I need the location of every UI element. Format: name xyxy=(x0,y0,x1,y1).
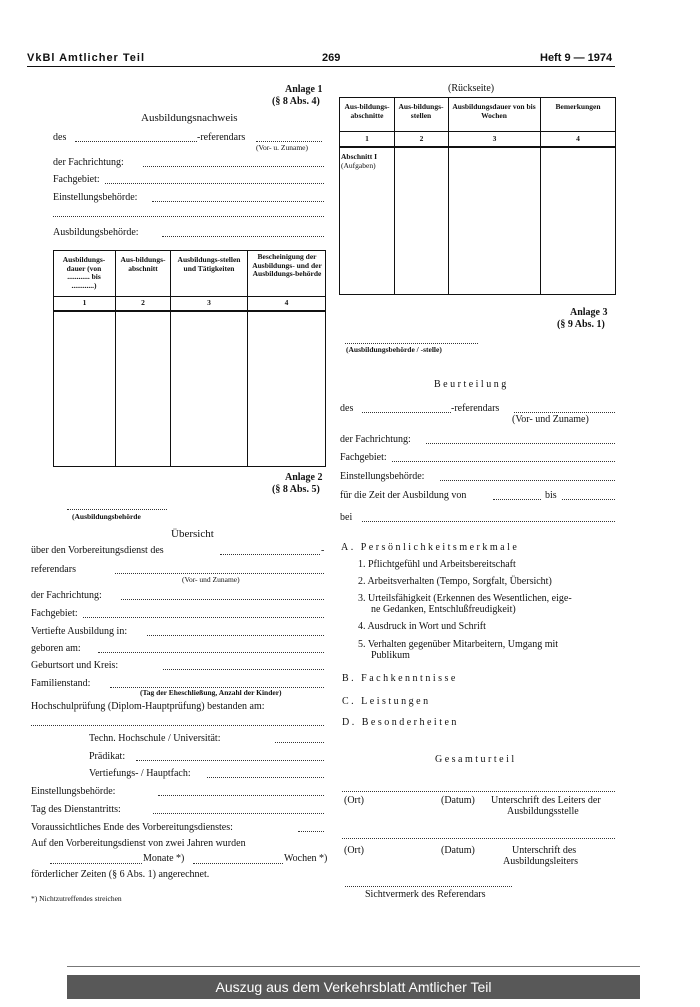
back-section-sub: (Aufgaben) xyxy=(341,161,376,170)
back-col-stellen: Aus-bildungs-stellen xyxy=(398,102,444,120)
anlage1-label: Anlage 1 xyxy=(285,84,323,95)
a1-field-fachgebiet: Fachgebiet: xyxy=(53,174,100,185)
a3-des: des xyxy=(340,403,354,414)
a1-field-ausbildung: Ausbildungsbehörde: xyxy=(53,227,139,238)
anlage3-ref: (§ 9 Abs. 1) xyxy=(557,319,605,330)
a3-field-fachgebiet: Fachgebiet: xyxy=(340,452,387,463)
a2-footnote: *) Nichtzutreffendes streichen xyxy=(31,894,122,903)
a3-section-b: B. Fachkenntnisse xyxy=(342,673,458,684)
running-head: VkBl Amtlicher Teil xyxy=(27,52,146,64)
a3-sig1a: Unterschrift des Leiters der xyxy=(491,795,601,806)
a2-credit1: Auf den Vorbereitungsdienst von zwei Jahren wurden xyxy=(31,838,246,849)
a1-num-2: 2 xyxy=(141,298,145,307)
a1-col-abschnitt: Aus-bildungs-abschnitt xyxy=(120,255,166,273)
a1-col-dauer: Ausbildungs-dauer (von ............ bis ............) xyxy=(62,255,106,290)
a2-field-familienstand: Familienstand: xyxy=(31,678,91,689)
a3-section-c: C. Leistungen xyxy=(342,696,431,707)
a3-overall: Gesamturteil xyxy=(435,754,517,765)
a2-line2: referendars xyxy=(31,564,76,575)
anlage2-label: Anlage 2 xyxy=(285,472,323,483)
a3-period: für die Zeit der Ausbildung von xyxy=(340,490,467,501)
footer-banner: Auszug aus dem Verkehrsblatt Amtlicher Teil xyxy=(67,975,640,999)
a3-item-1: 1. Pflichtgefühl und Arbeitsbereitschaft xyxy=(358,559,516,570)
anlage3-label: Anlage 3 xyxy=(570,307,608,318)
a2-credit2: förderlicher Zeiten (§ 6 Abs. 1) angerechnet. xyxy=(31,869,210,880)
a1-num-1: 1 xyxy=(82,298,87,307)
a2-field-vertiefte: Vertiefte Ausbildung in: xyxy=(31,626,128,637)
page-number: 269 xyxy=(322,52,341,64)
back-col-dauer: Ausbildungsdauer von bis Wochen xyxy=(452,102,536,120)
a3-ort-1: (Ort) xyxy=(344,795,364,806)
back-title: (Rückseite) xyxy=(448,83,495,94)
a2-field-ende: Voraussichtliches Ende des Vorbereitungsdienstes: xyxy=(31,822,233,833)
a3-item-5a: 5. Verhalten gegenüber Mitarbeitern, Umgang mit xyxy=(358,639,559,650)
a3-visa: Sichtvermerk des Referendars xyxy=(365,889,486,900)
a3-item-2: 2. Arbeitsverhalten (Tempo, Sorgfalt, Übersicht) xyxy=(358,576,552,587)
a3-datum-2: (Datum) xyxy=(441,845,475,856)
a3-authority: (Ausbildungsbehörde / -stelle) xyxy=(346,345,442,354)
a3-referendars: -referendars xyxy=(451,403,500,414)
a3-ort-2: (Ort) xyxy=(344,845,364,856)
a3-at: bei xyxy=(340,512,353,523)
a3-section-d: D. Besonderheiten xyxy=(342,717,459,728)
back-num-4: 4 xyxy=(576,134,580,143)
header-rule xyxy=(27,66,615,67)
a1-referendars: -referendars xyxy=(197,132,246,143)
a2-family-hint: (Tag der Eheschließung, Anzahl der Kinder) xyxy=(140,688,282,697)
a2-weeks: Wochen *) xyxy=(284,853,328,864)
a2-field-fachrichtung: der Fachrichtung: xyxy=(31,590,102,601)
a2-field-einstellung: Einstellungsbehörde: xyxy=(31,786,116,797)
a3-section-a: A. Persönlichkeitsmerkmale xyxy=(341,542,520,553)
a2-sub-hochschule: Techn. Hochschule / Universität: xyxy=(89,733,221,744)
a2-sub-praedikat: Prädikat: xyxy=(89,751,126,762)
a1-field-einstellung: Einstellungsbehörde: xyxy=(53,192,138,203)
a2-authority: (Ausbildungsbehörde xyxy=(72,512,141,521)
a3-item-5b: Publikum xyxy=(371,650,410,661)
a1-col-bescheinigung: Bescheinigung der Ausbildungs- und der Ausbildungs-behörde xyxy=(252,252,322,278)
a3-item-3b: ne Gedanken, Entschlußfreudigkeit) xyxy=(371,604,516,615)
a3-datum-1: (Datum) xyxy=(441,795,475,806)
a2-exam: Hochschulprüfung (Diplom-Hauptprüfung) bestanden am: xyxy=(31,701,265,712)
a3-period-to: bis xyxy=(545,490,557,501)
back-num-1: 1 xyxy=(365,134,369,143)
a3-field-einstellung: Einstellungsbehörde: xyxy=(340,471,425,482)
back-num-3: 3 xyxy=(492,134,497,143)
a2-title: Übersicht xyxy=(171,528,214,540)
a1-num-4: 4 xyxy=(284,298,289,307)
a2-field-dienstantritt: Tag des Dienstantritts: xyxy=(31,804,121,815)
a2-field-geburtsort: Geburtsort und Kreis: xyxy=(31,660,119,671)
a2-months: Monate *) xyxy=(143,853,185,864)
a1-name-hint: (Vor- u. Zuname) xyxy=(256,143,308,152)
a1-num-3: 3 xyxy=(207,298,211,307)
anlage2-ref: (§ 8 Abs. 5) xyxy=(272,484,320,495)
a2-sub-hauptfach: Vertiefungs- / Hauptfach: xyxy=(89,768,191,779)
a3-item-4: 4. Ausdruck in Wort und Schrift xyxy=(358,621,486,632)
a3-field-fachrichtung: der Fachrichtung: xyxy=(340,434,411,445)
a2-field-geboren: geboren am: xyxy=(31,643,81,654)
a1-field-fachrichtung: der Fachrichtung: xyxy=(53,157,124,168)
anlage1-ref: (§ 8 Abs. 4) xyxy=(272,96,320,107)
back-section: Abschnitt I xyxy=(341,152,378,161)
a3-item-3a: 3. Urteilsfähigkeit (Erkennen des Wesentlichen, eige- xyxy=(358,593,572,604)
back-col-abschnitte: Aus-bildungs-abschnitte xyxy=(344,102,390,120)
a3-name-hint: (Vor- und Zuname) xyxy=(512,414,589,425)
a1-des: des xyxy=(53,132,67,143)
a3-sig2b: Ausbildungsleiters xyxy=(503,856,578,867)
back-num-2: 2 xyxy=(419,134,424,143)
a3-sig1b: Ausbildungsstelle xyxy=(507,806,579,817)
a2-line1: über den Vorbereitungsdienst des xyxy=(31,545,164,556)
a1-col-stellen: Ausbildungs-stellen und Tätigkeiten xyxy=(177,255,241,273)
a2-field-fachgebiet: Fachgebiet: xyxy=(31,608,78,619)
a3-title: Beurteilung xyxy=(434,379,509,390)
back-col-bemerkungen: Bemerkungen xyxy=(555,102,601,111)
anlage1-title: Ausbildungsnachweis xyxy=(141,112,238,124)
a3-sig2a: Unterschrift des xyxy=(512,845,577,856)
a2-name-hint: (Vor- und Zuname) xyxy=(182,575,240,584)
issue-label: Heft 9 — 1974 xyxy=(540,52,613,64)
